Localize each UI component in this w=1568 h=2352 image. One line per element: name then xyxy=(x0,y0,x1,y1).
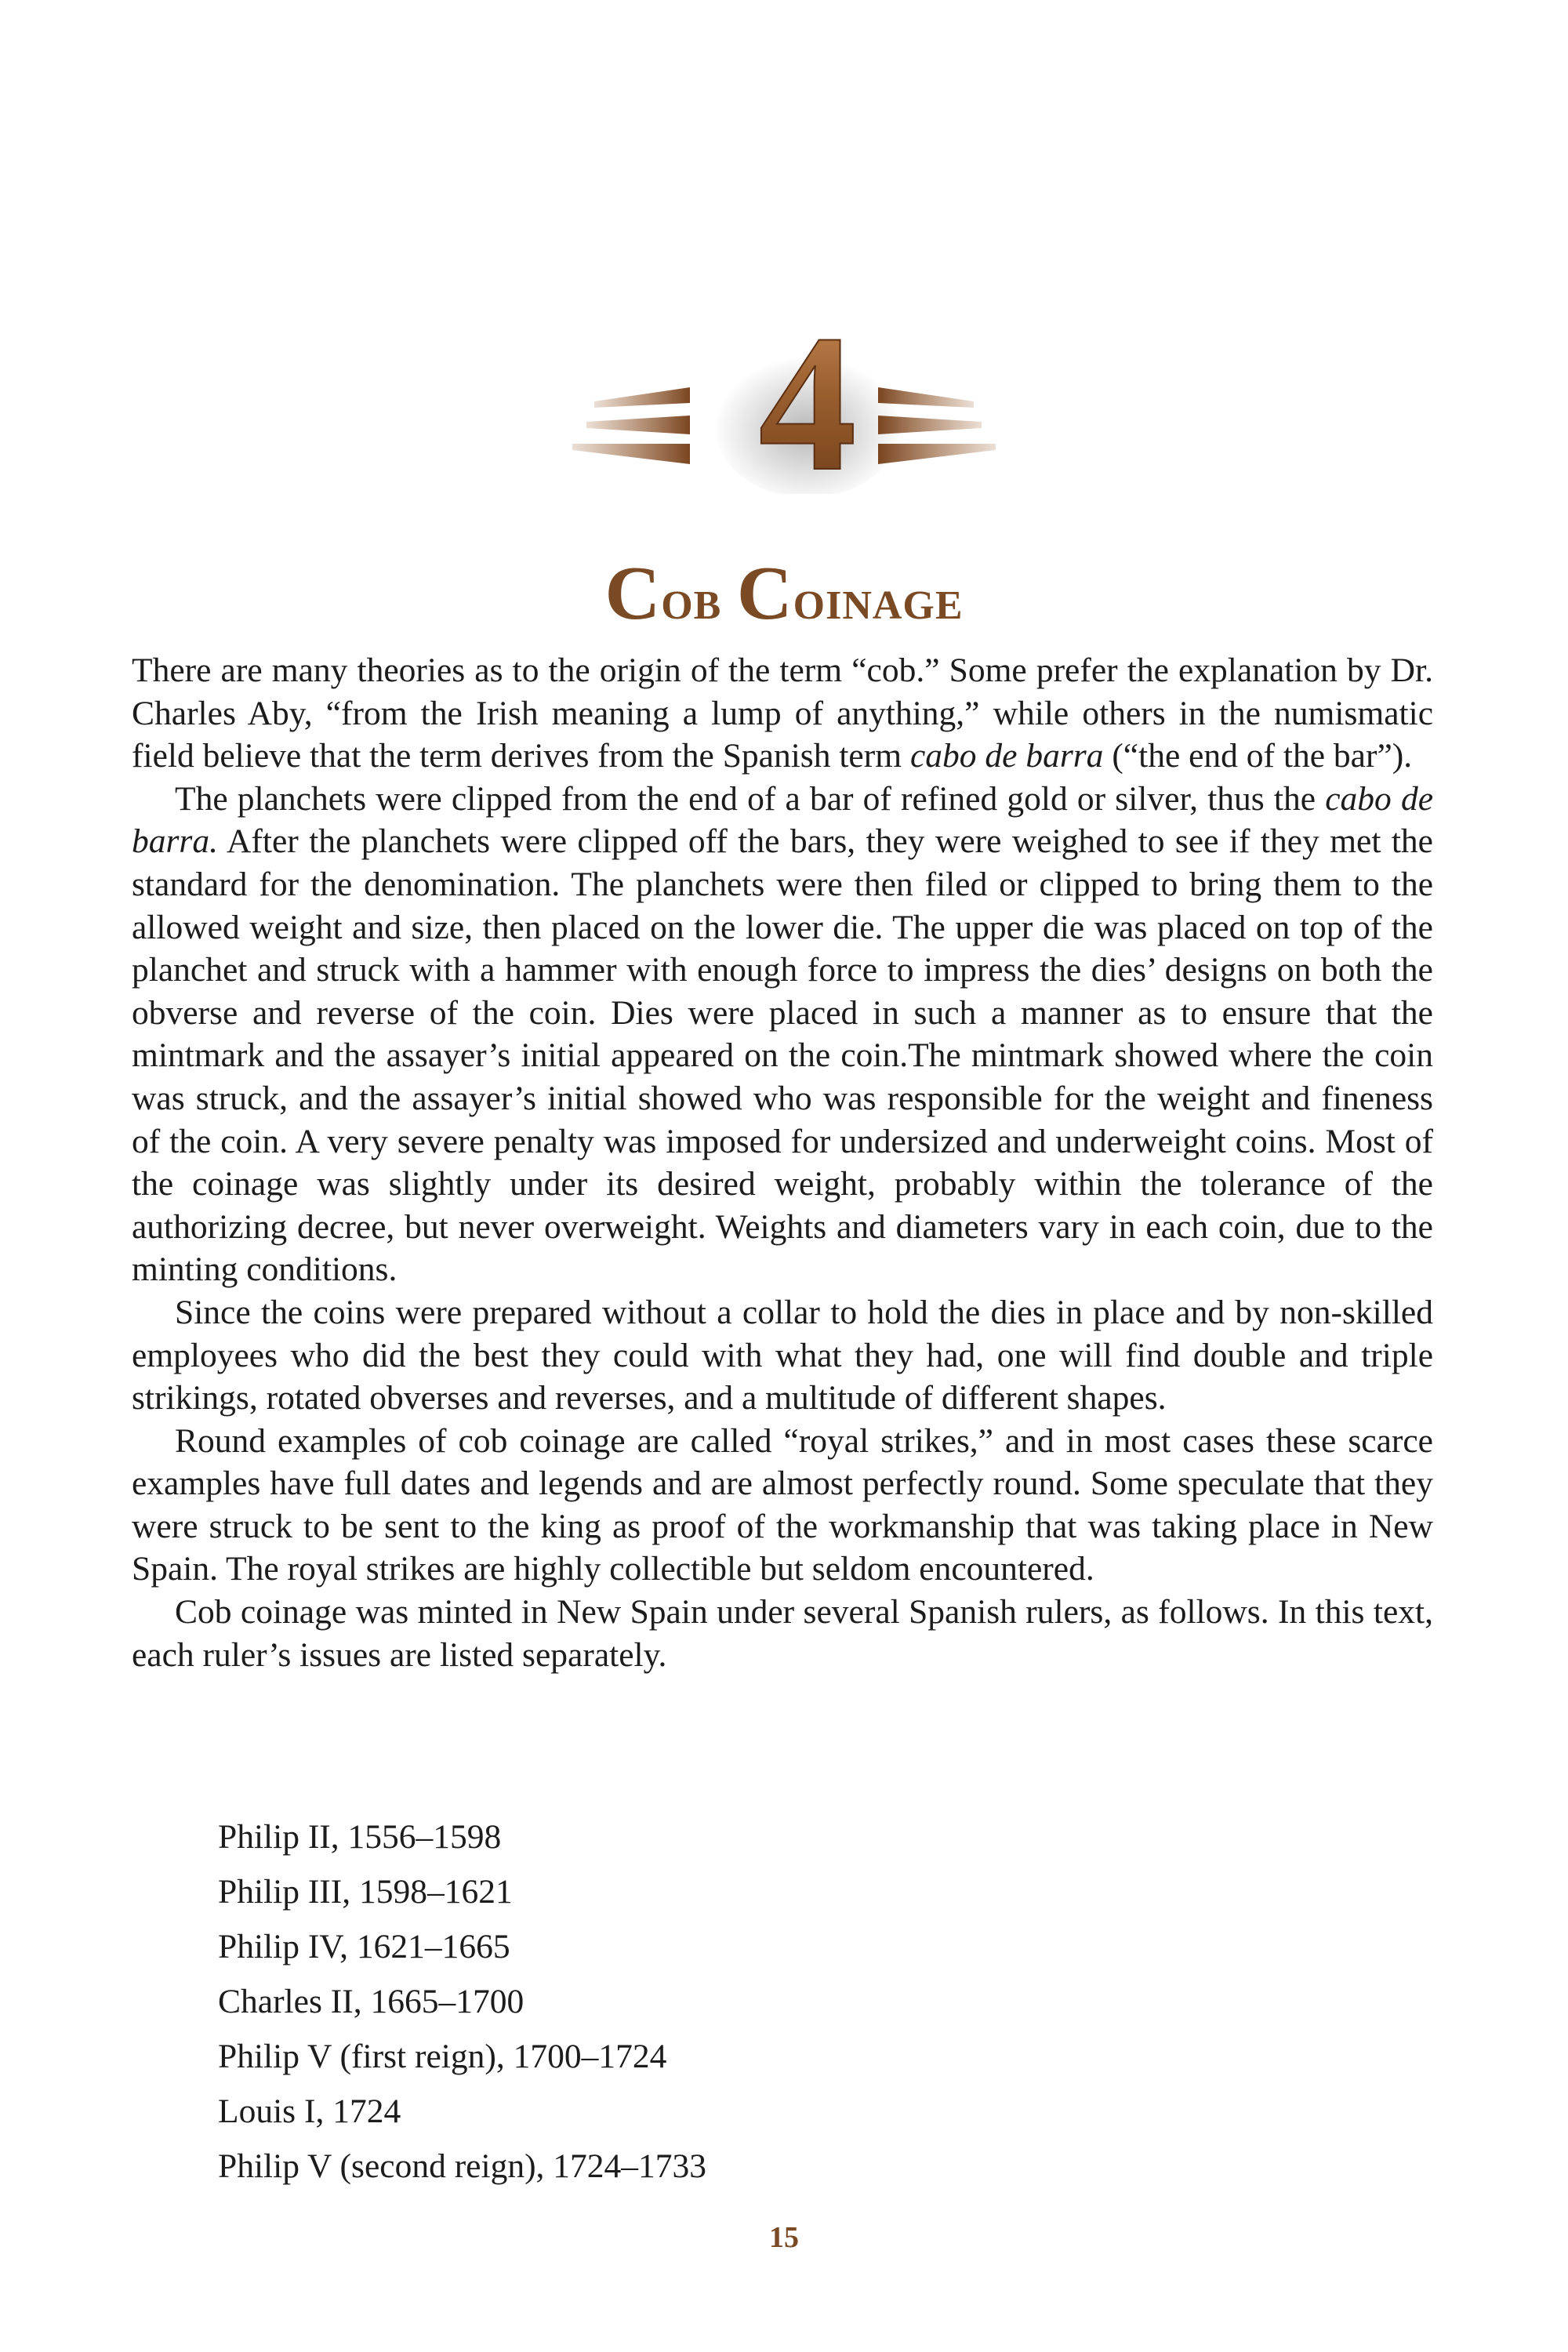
list-item: Philip V (second reign), 1724–1733 xyxy=(218,2147,707,2185)
paragraph-3: Since the coins were prepared without a collar to hold the dies in place and by non-skilled employees who did the best they could with what they had, one will find double and triple strikings, rotated obverses and reverses, and a multitude of different shapes. xyxy=(132,1293,1433,1417)
rulers-list xyxy=(218,1809,706,2194)
title-rest-1: ob xyxy=(661,568,737,632)
paragraph-2-text-end: After the planchets were clipped off the bars, they were weighed to see if they met the standard for the denomination. The planchets were then filed or clipped to bring them to the allowed weight and size, then placed on the lower die. The upper die was placed on top of the planchet and struck with a hammer with enough force to impress the dies’ designs on both the obverse and reverse of the coin. Dies were placed in such a manner as to ensure that the mintmark and the assayer’s initial appeared on the coin.The mintmark showed where the coin was struck, and the assayer’s initial showed who was responsible for the weight and fineness of the coin. A very severe penalty was imposed for undersized and underweight coins. Most of the coinage was slightly under its desired weight, probably within the tolerance of the authorizing decree, but never overweight. Weights and diameters vary in each coin, due to the minting conditions. xyxy=(132,822,1433,1289)
title-rest-2: oinage xyxy=(793,568,964,632)
paragraph-2-text: The planchets were clipped from the end of a bar of refined gold or silver, thus the xyxy=(175,779,1326,818)
left-ornament-bars xyxy=(572,387,690,464)
paragraph-4: Round examples of cob coinage are called “royal strikes,” and in most cases these scarce examples have full dates and legends and are almost perfectly round. Some speculate that they were struck to be sent to the king as proof of the workmanship that was taking place in New Spain. The royal strikes are highly collectible but seldom encountered. xyxy=(132,1421,1433,1588)
chapter-number-graphic xyxy=(0,290,1568,494)
list-item: Louis I, 1724 xyxy=(218,2092,401,2130)
title-initial-1: C xyxy=(604,551,662,636)
list-item: Philip III, 1598–1621 xyxy=(218,1873,513,1911)
chapter-ornament xyxy=(0,290,1568,494)
paragraph-1-text: There are many theories as to the origin of the term “cob.” Some prefer the explanation by Dr. Charles Aby, “from the Irish meaning a lump of anything,” while others in the numismatic field believe that the term derives from the Spanish term xyxy=(132,652,1433,775)
paragraph-5: Cob coinage was minted in New Spain under several Spanish rulers, as follows. In this text, each ruler’s issues are listed separately. xyxy=(132,1593,1433,1674)
chapter-number: 4 xyxy=(758,295,857,494)
paragraph-1-italic: cabo de barra xyxy=(909,737,1104,775)
paragraph-2-italic: cabo de barra. xyxy=(132,779,1433,861)
chapter-title xyxy=(0,551,1568,636)
page-number: 15 xyxy=(769,2221,799,2254)
list-item: Philip II, 1556–1598 xyxy=(218,1818,502,1856)
paragraph-2 xyxy=(132,778,1433,1291)
paragraph-1 xyxy=(132,649,1433,778)
list-item: Philip IV, 1621–1665 xyxy=(218,1928,510,1965)
right-ornament-bars xyxy=(878,387,996,464)
body-text xyxy=(132,649,1433,1676)
paragraph-1-text-end: (“the end of the bar”). xyxy=(1103,737,1413,775)
title-initial-2: C xyxy=(736,551,793,636)
list-item: Charles II, 1665–1700 xyxy=(218,1983,524,2020)
list-item: Philip V (first reign), 1700–1724 xyxy=(218,2038,667,2075)
